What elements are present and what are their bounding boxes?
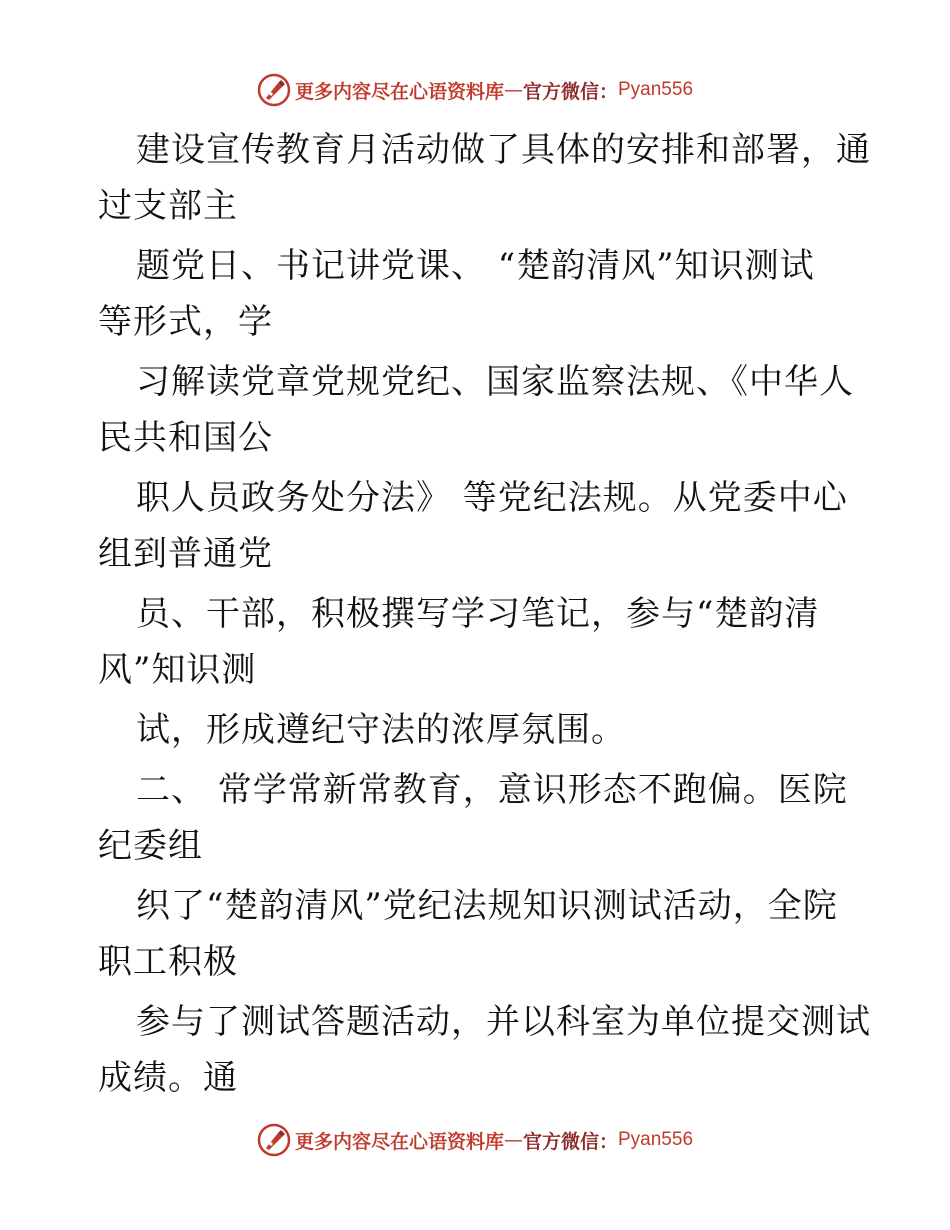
pen-nib-logo-icon bbox=[257, 73, 291, 107]
text-line: 习解读党章党规党纪、国家监察法规、《中华人 bbox=[136, 362, 854, 402]
text-line: 纪委组 bbox=[98, 826, 203, 866]
banner-dash: — bbox=[503, 1129, 523, 1151]
banner-wechat-id: Pyan556 bbox=[618, 79, 694, 100]
header-banner bbox=[0, 70, 950, 110]
text-line: 员、干部，积极撰写学习笔记，参与“楚韵清 bbox=[136, 594, 820, 634]
text-line: 过支部主 bbox=[98, 186, 238, 226]
footer-banner bbox=[0, 1120, 950, 1160]
banner-wechat-label: 官方微信： bbox=[522, 1130, 618, 1153]
text-line: 成绩。通 bbox=[98, 1058, 238, 1098]
text-line: 题党日、书记讲党课、 “楚韵清风”知识测试 bbox=[136, 246, 815, 286]
pen-nib-logo-icon bbox=[257, 1123, 291, 1157]
text-line: 二、 常学常新常教育，意识形态不跑偏。医院 bbox=[136, 770, 848, 810]
text-line: 组到普通党 bbox=[98, 534, 273, 574]
text-line: 参与了测试答题活动，并以科室为单位提交测试 bbox=[136, 1002, 871, 1042]
text-line: 民共和国公 bbox=[98, 418, 273, 458]
text-line: 织了“楚韵清风”党纪法规知识测试活动，全院 bbox=[136, 886, 838, 926]
banner-dash: — bbox=[503, 79, 523, 101]
banner-wechat-id: Pyan556 bbox=[618, 1129, 694, 1150]
banner-wechat-label: 官方微信： bbox=[522, 80, 618, 103]
text-line: 职人员政务处分法》 等党纪法规。从党委中心 bbox=[136, 478, 848, 518]
text-line: 风”知识测 bbox=[98, 650, 257, 690]
text-line: 等形式，学 bbox=[98, 302, 273, 342]
text-line: 建设宣传教育月活动做了具体的安排和部署，通 bbox=[136, 130, 871, 170]
text-line: 职工积极 bbox=[98, 942, 238, 982]
text-line: 试，形成遵纪守法的浓厚氛围。 bbox=[136, 710, 626, 750]
banner-main-text: 更多内容尽在心语资料库 bbox=[294, 1130, 504, 1153]
banner-main-text: 更多内容尽在心语资料库 bbox=[294, 80, 504, 103]
